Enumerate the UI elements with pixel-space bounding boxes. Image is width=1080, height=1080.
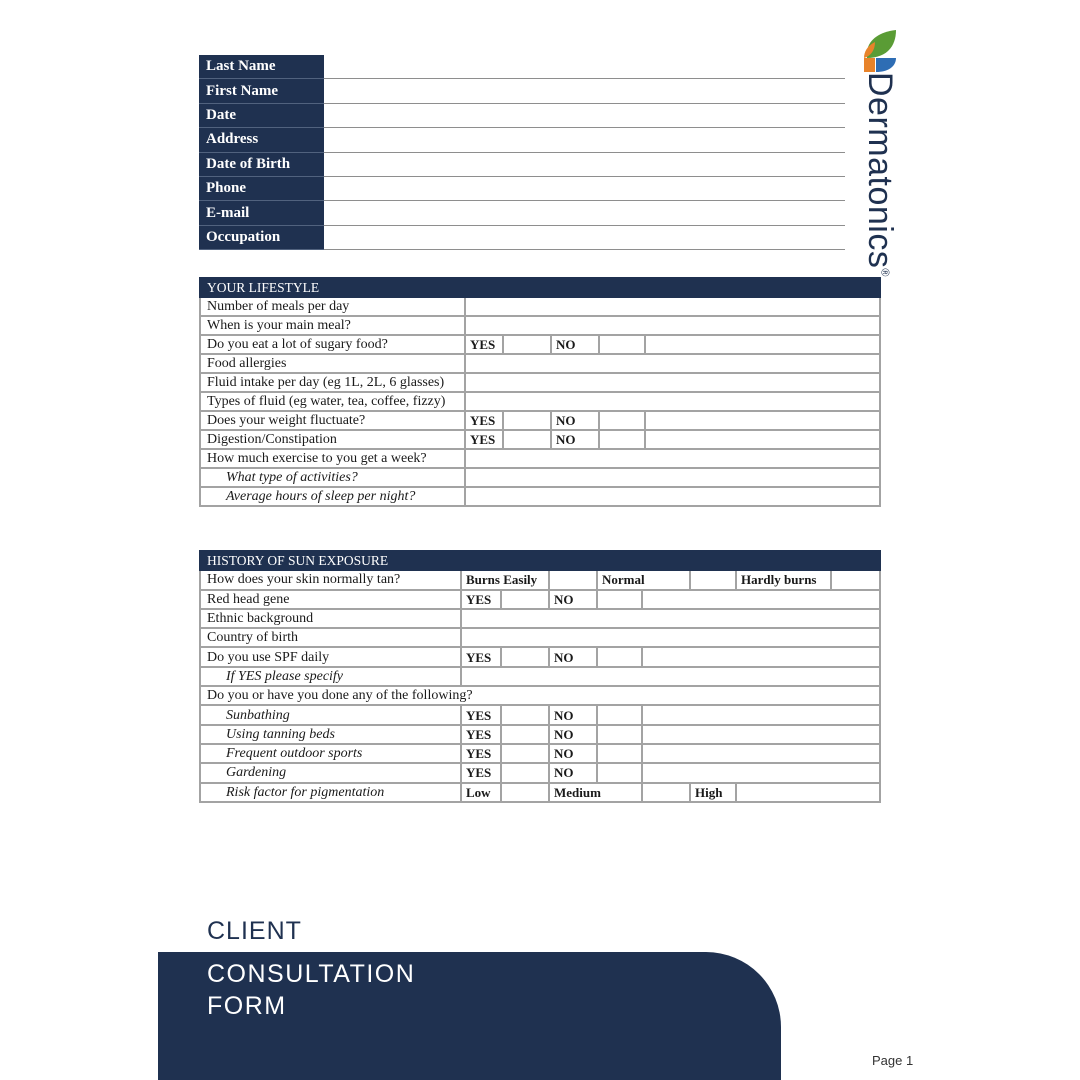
answer-field[interactable] bbox=[642, 705, 880, 724]
question-label: Digestion/Constipation bbox=[200, 430, 465, 449]
no-checkbox[interactable] bbox=[599, 430, 645, 449]
question-label: Number of meals per day bbox=[200, 297, 465, 316]
field-label: Phone bbox=[199, 177, 324, 201]
no-label: NO bbox=[551, 411, 599, 430]
dermatonics-logo bbox=[855, 28, 901, 277]
answer-field[interactable] bbox=[461, 609, 880, 628]
yes-label: YES bbox=[461, 647, 501, 666]
question-label: Fluid intake per day (eg 1L, 2L, 6 glasses) bbox=[200, 373, 465, 392]
question-label: Food allergies bbox=[200, 354, 465, 373]
title-consultation: CONSULTATION bbox=[207, 960, 416, 988]
question-label: Risk factor for pigmentation bbox=[200, 783, 461, 802]
no-checkbox[interactable] bbox=[597, 744, 642, 763]
normal-checkbox[interactable] bbox=[690, 570, 736, 589]
answer-field[interactable] bbox=[642, 647, 880, 666]
question-label: Ethnic background bbox=[200, 609, 461, 628]
occupation-row bbox=[199, 226, 845, 250]
question-label: Sunbathing bbox=[200, 705, 461, 724]
burns-easily-label: Burns Easily bbox=[461, 570, 549, 589]
answer-field[interactable] bbox=[465, 297, 880, 316]
burns-easily-checkbox[interactable] bbox=[549, 570, 597, 589]
yes-checkbox[interactable] bbox=[501, 744, 549, 763]
address-field[interactable] bbox=[324, 128, 845, 152]
hardly-burns-checkbox[interactable] bbox=[831, 570, 880, 589]
no-label: NO bbox=[549, 590, 597, 609]
hardly-burns-label: Hardly burns bbox=[736, 570, 831, 589]
email-field[interactable] bbox=[324, 201, 845, 225]
yes-label: YES bbox=[465, 335, 503, 354]
question-label: Do you or have you done any of the following? bbox=[200, 686, 880, 705]
yes-checkbox[interactable] bbox=[503, 335, 551, 354]
answer-field[interactable] bbox=[461, 667, 880, 686]
field-label: Occupation bbox=[199, 226, 324, 250]
high-label: High bbox=[690, 783, 736, 802]
question-label: Country of birth bbox=[200, 628, 461, 647]
section-header: YOUR LIFESTYLE bbox=[200, 278, 880, 297]
answer-field[interactable] bbox=[465, 316, 880, 335]
yes-label: YES bbox=[461, 590, 501, 609]
yes-label: YES bbox=[461, 725, 501, 744]
no-label: NO bbox=[549, 744, 597, 763]
no-checkbox[interactable] bbox=[597, 590, 642, 609]
answer-field[interactable] bbox=[642, 590, 880, 609]
email-row bbox=[199, 201, 845, 225]
question-label: Using tanning beds bbox=[200, 725, 461, 744]
low-label: Low bbox=[461, 783, 501, 802]
no-checkbox[interactable] bbox=[597, 647, 642, 666]
address-row bbox=[199, 128, 845, 152]
high-checkbox[interactable] bbox=[736, 783, 880, 802]
answer-field[interactable] bbox=[465, 354, 880, 373]
yes-label: YES bbox=[461, 763, 501, 782]
field-label: Date bbox=[199, 104, 324, 128]
field-label: Address bbox=[199, 128, 324, 152]
yes-label: YES bbox=[461, 705, 501, 724]
yes-label: YES bbox=[465, 411, 503, 430]
yes-label: YES bbox=[465, 430, 503, 449]
date-row bbox=[199, 104, 845, 128]
sun-exposure-table bbox=[199, 550, 881, 803]
answer-field[interactable] bbox=[465, 449, 880, 468]
answer-field[interactable] bbox=[645, 411, 880, 430]
lifestyle-table bbox=[199, 277, 881, 507]
yes-checkbox[interactable] bbox=[501, 763, 549, 782]
answer-field[interactable] bbox=[642, 725, 880, 744]
no-label: NO bbox=[549, 725, 597, 744]
answer-field[interactable] bbox=[461, 628, 880, 647]
answer-field[interactable] bbox=[645, 430, 880, 449]
yes-checkbox[interactable] bbox=[501, 705, 549, 724]
page-number: Page 1 bbox=[872, 1053, 914, 1068]
question-label: Gardening bbox=[200, 763, 461, 782]
answer-field[interactable] bbox=[465, 392, 880, 411]
answer-field[interactable] bbox=[465, 373, 880, 392]
first-name-row bbox=[199, 79, 845, 103]
section-header: HISTORY OF SUN EXPOSURE bbox=[200, 551, 880, 570]
question-label: If YES please specify bbox=[200, 667, 461, 686]
yes-label: YES bbox=[461, 744, 501, 763]
question-label: How much exercise to you get a week? bbox=[200, 449, 465, 468]
question-label: Does your weight fluctuate? bbox=[200, 411, 465, 430]
no-checkbox[interactable] bbox=[597, 763, 642, 782]
phone-row bbox=[199, 177, 845, 201]
no-label: NO bbox=[549, 763, 597, 782]
no-checkbox[interactable] bbox=[597, 725, 642, 744]
no-label: NO bbox=[549, 647, 597, 666]
question-label: How does your skin normally tan? bbox=[200, 570, 461, 589]
dob-field[interactable] bbox=[324, 153, 845, 177]
last-name-row bbox=[199, 55, 845, 79]
question-label: Red head gene bbox=[200, 590, 461, 609]
no-checkbox[interactable] bbox=[599, 411, 645, 430]
question-label: Do you eat a lot of sugary food? bbox=[200, 335, 465, 354]
question-label: Types of fluid (eg water, tea, coffee, fizzy) bbox=[200, 392, 465, 411]
yes-checkbox[interactable] bbox=[501, 725, 549, 744]
phone-field[interactable] bbox=[324, 177, 845, 201]
medium-label: Medium bbox=[549, 783, 642, 802]
answer-field[interactable] bbox=[465, 468, 880, 487]
dob-row bbox=[199, 153, 845, 177]
answer-field[interactable] bbox=[642, 763, 880, 782]
personal-details-block bbox=[199, 55, 845, 250]
field-label: First Name bbox=[199, 79, 324, 103]
yes-checkbox[interactable] bbox=[503, 411, 551, 430]
leaf-icon bbox=[863, 28, 899, 72]
low-checkbox[interactable] bbox=[501, 783, 549, 802]
date-field[interactable] bbox=[324, 104, 845, 128]
normal-label: Normal bbox=[597, 570, 690, 589]
title-banner bbox=[158, 952, 781, 1080]
question-label: When is your main meal? bbox=[200, 316, 465, 335]
medium-checkbox[interactable] bbox=[642, 783, 690, 802]
answer-field[interactable] bbox=[645, 335, 880, 354]
answer-field[interactable] bbox=[642, 744, 880, 763]
yes-checkbox[interactable] bbox=[501, 590, 549, 609]
occupation-field[interactable] bbox=[324, 226, 845, 250]
question-label: Average hours of sleep per night? bbox=[200, 487, 465, 506]
yes-checkbox[interactable] bbox=[501, 647, 549, 666]
field-label: E-mail bbox=[199, 201, 324, 225]
question-label: Do you use SPF daily bbox=[200, 647, 461, 666]
question-label: Frequent outdoor sports bbox=[200, 744, 461, 763]
yes-checkbox[interactable] bbox=[503, 430, 551, 449]
last-name-field[interactable] bbox=[324, 55, 845, 79]
no-label: NO bbox=[551, 335, 599, 354]
title-client: CLIENT bbox=[207, 917, 302, 945]
title-form: FORM bbox=[207, 992, 287, 1020]
question-label: What type of activities? bbox=[200, 468, 465, 487]
no-label: NO bbox=[551, 430, 599, 449]
no-label: NO bbox=[549, 705, 597, 724]
field-label: Date of Birth bbox=[199, 153, 324, 177]
no-checkbox[interactable] bbox=[599, 335, 645, 354]
field-label: Last Name bbox=[199, 55, 324, 79]
no-checkbox[interactable] bbox=[597, 705, 642, 724]
brand-name: Dermatonics® bbox=[861, 72, 899, 277]
first-name-field[interactable] bbox=[324, 79, 845, 103]
answer-field[interactable] bbox=[465, 487, 880, 506]
